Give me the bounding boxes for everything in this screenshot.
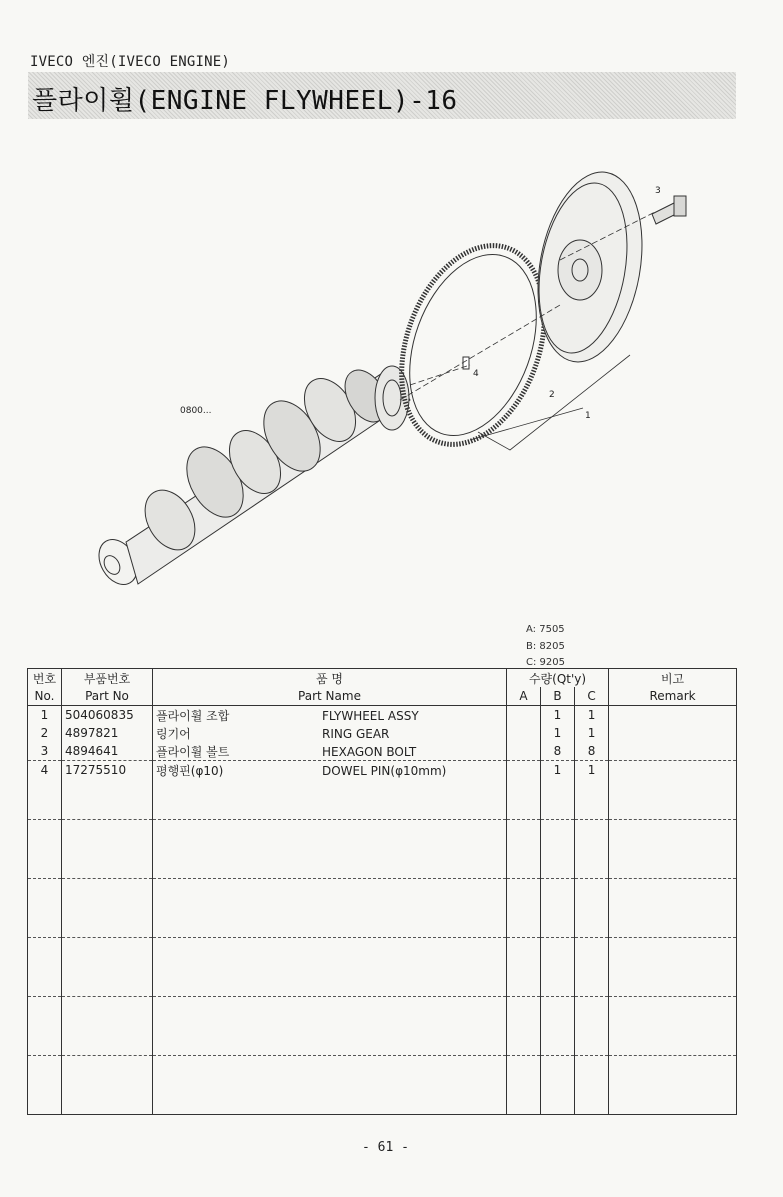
row-qty-a <box>507 724 541 742</box>
row-partno: 17275510 <box>62 761 153 780</box>
col-partno-ko: 부품번호 <box>62 669 153 688</box>
blank-row <box>28 1055 737 1114</box>
row-remark <box>609 742 737 761</box>
row-qty-c: 8 <box>575 742 609 761</box>
row-partno: 504060835 <box>62 706 153 725</box>
col-no-en: No. <box>28 687 62 706</box>
flywheel-drawing <box>524 164 656 370</box>
callout-1: 1 <box>585 411 591 421</box>
table-row <box>28 724 737 742</box>
row-no: 3 <box>28 742 62 761</box>
row-partno: 4894641 <box>62 742 153 761</box>
col-remark-en: Remark <box>609 687 737 706</box>
variant-c: C: 9205 <box>526 657 565 668</box>
row-no: 1 <box>28 706 62 725</box>
row-qty-a <box>507 706 541 725</box>
col-a: A <box>507 687 541 706</box>
ref-label: 0800... <box>180 406 212 416</box>
row-qty-b: 1 <box>541 761 575 780</box>
row-name-ko: 플라이휠 조합 <box>156 708 230 723</box>
table-row <box>28 706 737 725</box>
row-partno: 4897821 <box>62 724 153 742</box>
row-name <box>153 724 507 742</box>
row-no: 4 <box>28 761 62 780</box>
row-name-ko: 평행핀(φ10) <box>156 763 224 778</box>
col-remark-ko: 비고 <box>609 669 737 688</box>
col-c: C <box>575 687 609 706</box>
header-row-en <box>28 687 737 706</box>
callout-4: 4 <box>473 369 479 379</box>
row-qty-a <box>507 742 541 761</box>
col-no-ko: 번호 <box>28 669 62 688</box>
row-qty-b: 1 <box>541 724 575 742</box>
col-qty-ko: 수량(Qt'y) <box>507 669 609 688</box>
row-qty-c: 1 <box>575 724 609 742</box>
blank-row <box>28 937 737 996</box>
row-name-ko: 링기어 <box>156 726 191 741</box>
col-name-ko: 품 명 <box>153 669 507 688</box>
row-remark <box>609 706 737 725</box>
callout-2: 2 <box>549 390 555 400</box>
callout-3: 3 <box>655 186 661 196</box>
blank-row <box>28 779 737 819</box>
variant-a: A: 7505 <box>526 624 565 635</box>
row-qty-a <box>507 761 541 780</box>
row-qty-c: 1 <box>575 706 609 725</box>
row-name-en: RING GEAR <box>322 726 390 741</box>
row-qty-b: 8 <box>541 742 575 761</box>
bolt-drawing <box>652 196 686 224</box>
row-no: 2 <box>28 724 62 742</box>
row-name <box>153 761 507 780</box>
page-number: - 61 - <box>362 1140 409 1155</box>
row-name-ko: 플라이휠 볼트 <box>156 744 230 759</box>
blank-row <box>28 819 737 878</box>
row-qty-c: 1 <box>575 761 609 780</box>
row-name-en: FLYWHEEL ASSY <box>322 708 419 723</box>
row-name <box>153 706 507 725</box>
page-title: 플라이휠(ENGINE FLYWHEEL)-16 <box>32 86 458 116</box>
table-row <box>28 742 737 761</box>
row-remark <box>609 761 737 780</box>
crankshaft-drawing <box>91 363 410 592</box>
header-row-ko <box>28 669 737 688</box>
table-row <box>28 761 737 780</box>
col-b: B <box>541 687 575 706</box>
variant-b: B: 8205 <box>526 641 565 652</box>
col-name-en: Part Name <box>153 687 507 706</box>
row-remark <box>609 724 737 742</box>
blank-row <box>28 878 737 937</box>
col-partno-en: Part No <box>62 687 153 706</box>
row-name-en: HEXAGON BOLT <box>322 744 417 759</box>
section-label: IVECO 엔진(IVECO ENGINE) <box>30 54 231 70</box>
row-name <box>153 742 507 761</box>
row-qty-b: 1 <box>541 706 575 725</box>
blank-row <box>28 996 737 1055</box>
parts-table <box>27 668 737 1115</box>
row-name-en: DOWEL PIN(φ10mm) <box>322 763 447 778</box>
